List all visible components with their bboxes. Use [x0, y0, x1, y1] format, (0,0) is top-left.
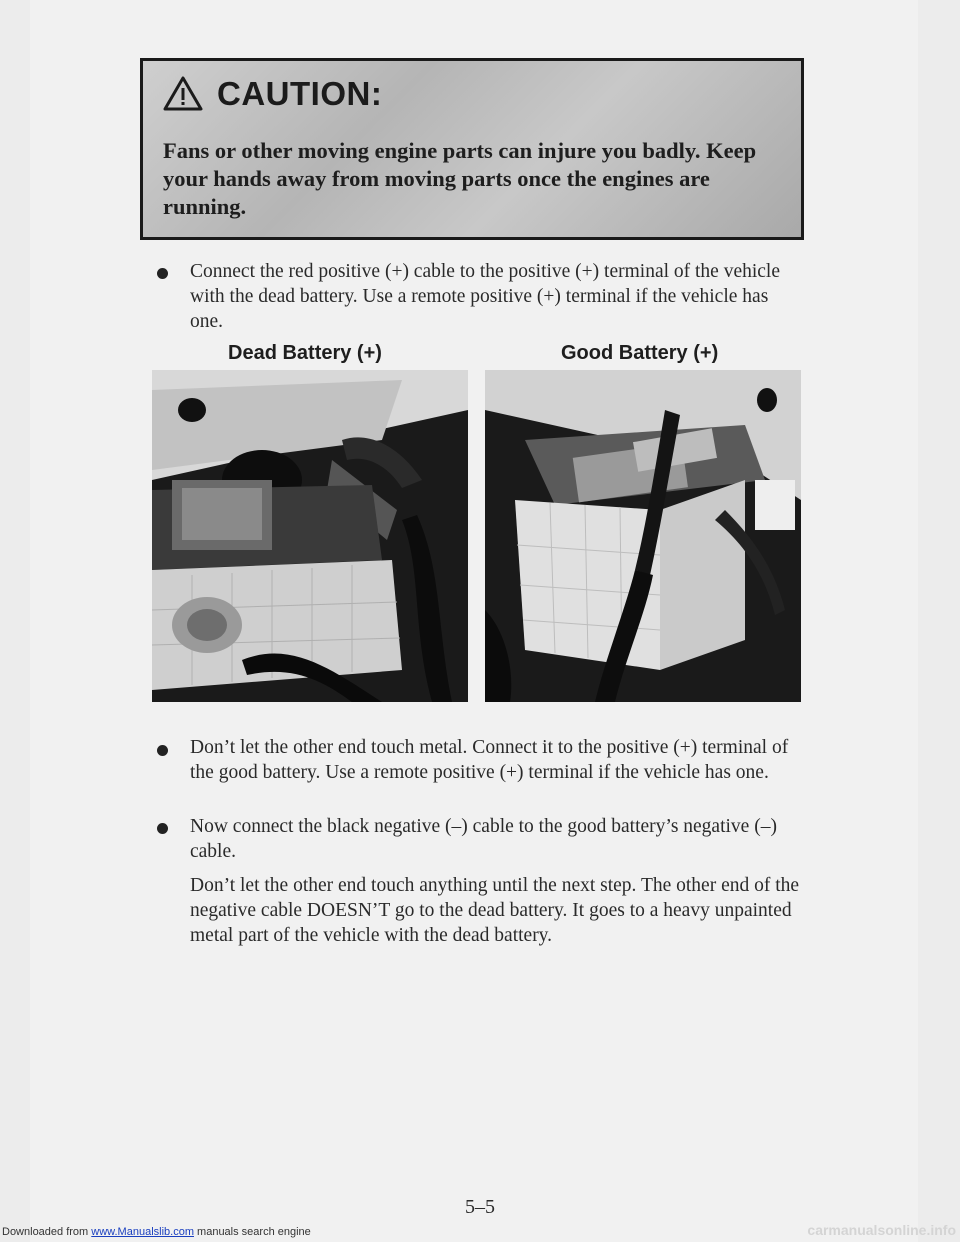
step-connect-good-battery: Don’t let the other end touch metal. Connect it to the positive (+) terminal of the good battery. Use a remote positive (+) terminal if the vehicle has one. [190, 737, 789, 783]
footer-suffix: manuals search engine [193, 1226, 311, 1238]
caution-header [163, 75, 382, 113]
footer-prefix: Downloaded from [2, 1226, 92, 1238]
good-battery-caption: Good Battery (+) [561, 342, 719, 364]
manualslib-link[interactable]: www.Manualslib.com [91, 1226, 194, 1238]
bullet-icon [157, 823, 168, 834]
page-number: 5–5 [465, 1196, 495, 1218]
warning-triangle-icon [163, 76, 203, 112]
caution-title: CAUTION: [217, 75, 383, 112]
step-negative-cable-note: Don’t let the other end touch anything until the next step. The other end of the negative cable DOESN’T go to the dead battery. It goes to a heavy unpainted metal part of the vehicle with the dead battery. [190, 875, 800, 946]
watermark-text: carmanualsonline.info [807, 1222, 956, 1238]
dead-battery-photo [152, 370, 468, 702]
dead-battery-caption: Dead Battery (+) [228, 342, 382, 364]
caution-text: Fans or other moving engine parts can injure you badly. Keep your hands away from moving parts once the engines are running. [163, 138, 757, 219]
caution-box [140, 58, 804, 240]
good-battery-photo [485, 370, 801, 702]
step-connect-red-cable: Connect the red positive (+) cable to the positive (+) terminal of the vehicle with the dead battery. Use a remote positive (+) terminal if the vehicle has one. [190, 261, 781, 332]
bullet-icon [157, 745, 168, 756]
bullet-icon [157, 268, 168, 279]
step-connect-black-cable: Now connect the black negative (–) cable to the good battery’s negative (–) cable. [190, 816, 777, 862]
download-footer [2, 1226, 311, 1238]
